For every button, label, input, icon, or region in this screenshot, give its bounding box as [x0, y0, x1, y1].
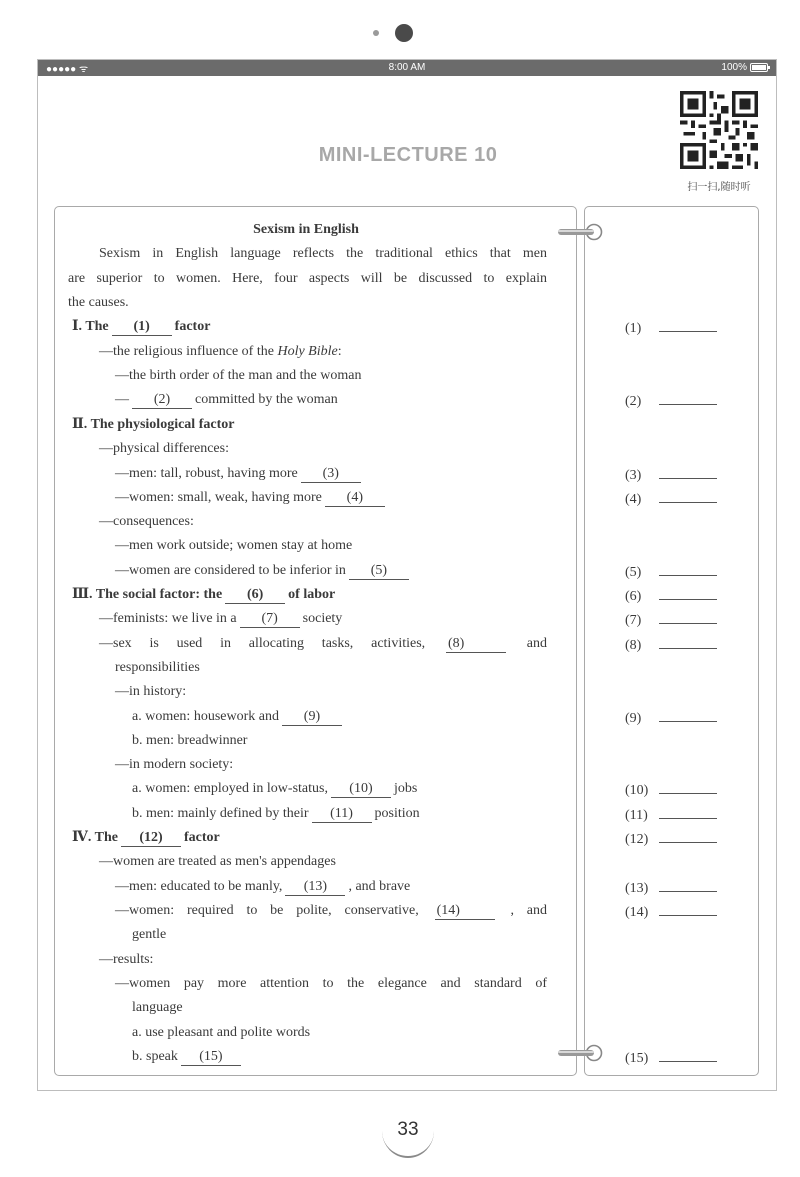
- answer-field-13[interactable]: (13): [625, 878, 717, 898]
- blank-1: (1): [112, 319, 172, 336]
- answer-field-1[interactable]: (1): [625, 318, 717, 338]
- outline-item: —women are treated as men's appendages: [99, 854, 336, 869]
- outline-item: b. men: breadwinner: [132, 733, 248, 748]
- blank-15: (15): [181, 1049, 241, 1066]
- answer-field-4[interactable]: (4): [625, 489, 717, 509]
- page-number: 33: [382, 1104, 434, 1158]
- blank-4: (4): [325, 490, 385, 507]
- status-bar: [38, 60, 776, 76]
- intro-line: the causes.: [68, 295, 129, 310]
- outline-item: —results:: [99, 952, 154, 967]
- camera-dots: [0, 22, 800, 46]
- answer-field-11[interactable]: (11): [625, 805, 717, 825]
- outline-item: —sex is used in allocating tasks, activities, (8) and: [99, 636, 547, 651]
- heading-text: of labor: [288, 587, 336, 602]
- heading-text: The: [94, 830, 118, 845]
- status-time: 8:00 AM: [388, 62, 426, 73]
- bible-title: Holy Bible: [277, 344, 338, 359]
- battery-percent: 100%: [721, 62, 747, 73]
- outline-item: responsibilities: [115, 660, 200, 675]
- answer-field-3[interactable]: (3): [625, 465, 717, 485]
- outline-item: —the religious influence of the Holy Bible:: [99, 344, 342, 359]
- outline-item: a. women: housework and (9): [132, 708, 345, 726]
- camera-icon: [395, 24, 413, 42]
- section-numeral: Ⅲ.: [72, 587, 93, 602]
- battery-status: [721, 62, 768, 73]
- heading-text: The physiological factor: [90, 417, 235, 432]
- blank-7: (7): [240, 611, 300, 628]
- outline-item: —consequences:: [99, 514, 194, 529]
- outline-item: —feminists: we live in a (7) society: [99, 611, 343, 626]
- section-heading: [72, 318, 210, 336]
- section-numeral: Ⅳ.: [72, 830, 92, 845]
- answer-field-8[interactable]: (8): [625, 635, 717, 655]
- answer-field-2[interactable]: (2): [625, 391, 717, 411]
- outline-item: — (2) committed by the woman: [115, 392, 338, 407]
- outline-item: language: [132, 1000, 183, 1015]
- outline-item: —physical differences:: [99, 441, 229, 456]
- section-numeral: Ⅰ.: [72, 319, 83, 334]
- answer-field-5[interactable]: (5): [625, 562, 717, 582]
- outline-item: —in history:: [115, 684, 187, 699]
- binder-ring-icon: [552, 1043, 608, 1063]
- blank-14: (14): [435, 903, 495, 920]
- qr-caption: 扫一扫,随时听: [687, 182, 751, 193]
- heading-text: factor: [174, 319, 211, 334]
- outline-item: a. use pleasant and polite words: [132, 1025, 311, 1040]
- signal-wifi-icon: ●●●●● ᯤ: [46, 64, 89, 75]
- blank-8: (8): [446, 636, 506, 653]
- blank-2: (2): [132, 392, 192, 409]
- blank-12: (12): [121, 830, 181, 847]
- lecture-title: Sexism in English: [253, 222, 359, 237]
- section-numeral: Ⅱ.: [72, 417, 88, 432]
- blank-3: (3): [301, 466, 361, 483]
- outline-item: —women are considered to be inferior in (5): [115, 562, 412, 580]
- page-title: MINI-LECTURE 10: [318, 144, 498, 166]
- outline-item: —women: required to be polite, conservative, (14) , and: [115, 903, 548, 918]
- outline-item: a. women: employed in low-status, (10) jobs: [132, 781, 418, 796]
- outline-item: —men: tall, robust, having more (3): [115, 465, 364, 483]
- heading-text: The: [85, 319, 109, 334]
- outline-item: b. speak (15): [132, 1048, 244, 1066]
- section-heading: [72, 416, 234, 434]
- section-heading: [72, 586, 335, 604]
- outline-item: —women pay more attention to the elegance and standard of: [115, 976, 547, 991]
- battery-icon: [750, 63, 768, 72]
- blank-9: (9): [282, 709, 342, 726]
- answer-field-10[interactable]: (10): [625, 780, 717, 800]
- intro-line: Sexism in English language reflects the traditional ethics that men: [99, 246, 547, 261]
- sensor-dot: [373, 30, 379, 36]
- outline-item: —men work outside; women stay at home: [115, 538, 353, 553]
- blank-10: (10): [331, 781, 391, 798]
- answer-field-15[interactable]: (15): [625, 1048, 717, 1068]
- intro-line: are superior to women. Here, four aspects will be discussed to explain: [68, 271, 547, 286]
- outline-item: —women: small, weak, having more (4): [115, 489, 388, 507]
- blank-13: (13): [285, 879, 345, 896]
- answer-field-12[interactable]: (12): [625, 829, 717, 849]
- outline-item: —the birth order of the man and the woman: [115, 368, 362, 383]
- qr-code-icon[interactable]: [680, 91, 758, 169]
- section-heading: [72, 829, 220, 847]
- answer-field-7[interactable]: (7): [625, 610, 717, 630]
- answer-field-6[interactable]: (6): [625, 586, 717, 606]
- answer-field-14[interactable]: (14): [625, 902, 717, 922]
- blank-11: (11): [312, 806, 372, 823]
- blank-5: (5): [349, 563, 409, 580]
- outline-item: gentle: [132, 927, 167, 942]
- blank-6: (6): [225, 587, 285, 604]
- outline-item: b. men: mainly defined by their (11) position: [132, 806, 420, 821]
- answer-field-9[interactable]: (9): [625, 708, 717, 728]
- outline-item: —in modern society:: [115, 757, 234, 772]
- heading-text: factor: [183, 830, 220, 845]
- outline-item: —men: educated to be manly, (13) , and brave: [115, 879, 411, 894]
- heading-text: The social factor: the: [95, 587, 223, 602]
